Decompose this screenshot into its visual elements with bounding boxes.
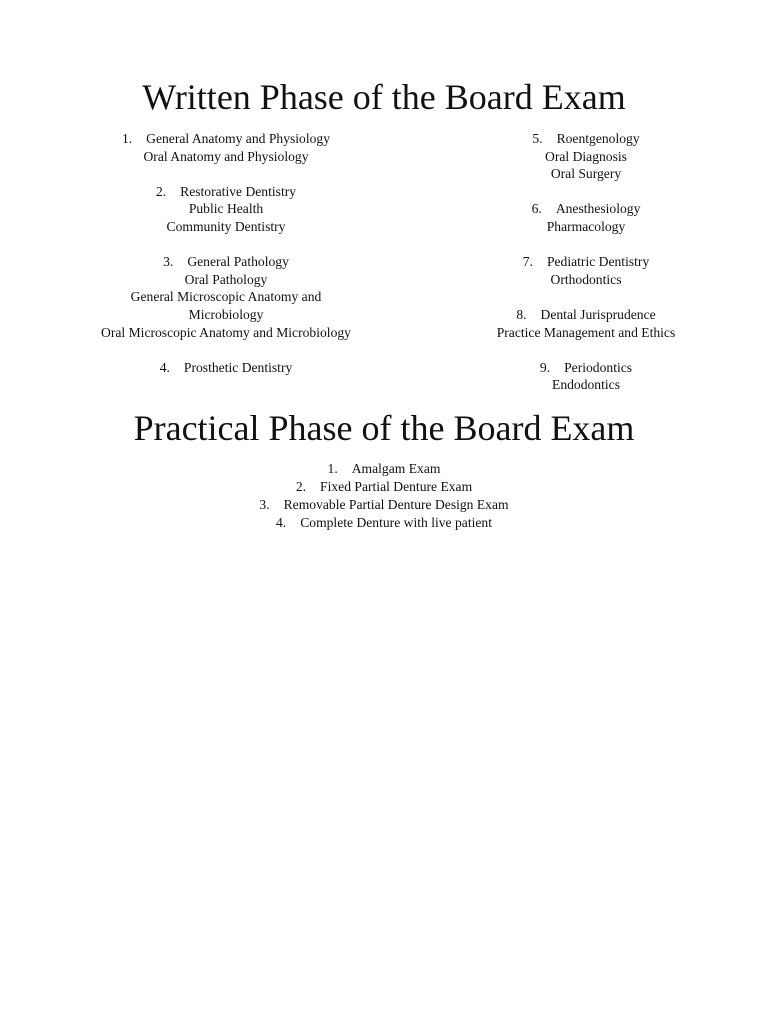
subject-line: Public Health bbox=[188, 201, 264, 217]
item-number: 3. bbox=[163, 254, 174, 270]
subject-line bbox=[95, 359, 357, 377]
item-number: 3. bbox=[259, 497, 270, 512]
item-number: 6. bbox=[531, 201, 542, 217]
list-item bbox=[0, 478, 768, 496]
subject-line: Oral Pathology bbox=[184, 271, 268, 287]
item-number: 9. bbox=[539, 359, 551, 375]
subject-line bbox=[470, 306, 702, 324]
item-number: 7. bbox=[522, 254, 533, 270]
subject-group-5 bbox=[470, 130, 702, 183]
subject-line bbox=[470, 359, 702, 377]
subject-line: Oral Diagnosis bbox=[545, 148, 627, 164]
list-item bbox=[0, 514, 768, 532]
subject-line: Community Dentistry bbox=[166, 218, 286, 234]
subject-line: Pharmacology bbox=[546, 218, 626, 234]
practical-exam-list bbox=[0, 460, 768, 532]
subject-line: Endodontics bbox=[552, 377, 620, 393]
subject-label: Dental Jurisprudence bbox=[540, 306, 656, 322]
subject-label: General Anatomy and Physiology bbox=[146, 131, 331, 146]
item-number: 5. bbox=[532, 131, 543, 146]
item-label: Complete Denture with live patient bbox=[300, 515, 492, 530]
item-label: Amalgam Exam bbox=[351, 461, 441, 476]
subject-line: Oral Anatomy and Physiology bbox=[143, 148, 309, 164]
subject-line: Oral Surgery bbox=[550, 166, 622, 182]
list-item bbox=[0, 496, 768, 514]
subject-label: Anesthesiology bbox=[555, 201, 641, 217]
practical-phase-title: Practical Phase of the Board Exam bbox=[133, 408, 635, 448]
subject-label: Restorative Dentistry bbox=[180, 183, 297, 199]
item-number: 2. bbox=[155, 183, 167, 199]
subject-group-4 bbox=[95, 359, 357, 377]
item-number: 4. bbox=[159, 359, 170, 375]
subject-line bbox=[470, 253, 702, 271]
subject-line: Practice Management and Ethics bbox=[496, 324, 676, 340]
item-number: 2. bbox=[295, 479, 307, 494]
item-number: 1. bbox=[121, 131, 133, 146]
subject-label: Pediatric Dentistry bbox=[546, 254, 650, 270]
subject-line bbox=[95, 253, 357, 271]
written-left-column bbox=[95, 130, 357, 394]
written-right-column bbox=[470, 130, 702, 412]
subject-line: General Microscopic Anatomy and bbox=[130, 289, 322, 305]
item-label: Removable Partial Denture Design Exam bbox=[283, 497, 509, 512]
written-phase-title: Written Phase of the Board Exam bbox=[142, 77, 626, 117]
item-number: 1. bbox=[327, 461, 338, 476]
subject-line: Oral Microscopic Anatomy and Microbiology bbox=[101, 324, 351, 340]
subject-line bbox=[95, 130, 357, 148]
subject-label: Prosthetic Dentistry bbox=[183, 359, 293, 375]
subject-label: General Pathology bbox=[187, 254, 289, 270]
subject-label: Roentgenology bbox=[556, 131, 640, 146]
subject-line bbox=[470, 130, 702, 148]
item-number: 8. bbox=[516, 306, 527, 322]
item-label: Fixed Partial Denture Exam bbox=[320, 479, 473, 494]
subject-group-8 bbox=[470, 306, 702, 341]
list-item bbox=[0, 460, 768, 478]
subject-group-3 bbox=[95, 253, 357, 341]
subject-line bbox=[95, 183, 357, 201]
subject-group-6 bbox=[470, 200, 702, 235]
item-number: 4. bbox=[276, 515, 287, 530]
subject-group-2 bbox=[95, 183, 357, 236]
subject-group-9 bbox=[470, 359, 702, 394]
subject-line: Microbiology bbox=[188, 306, 264, 322]
subject-group-1 bbox=[95, 130, 357, 165]
subject-line: Orthodontics bbox=[550, 271, 622, 287]
subject-label: Periodontics bbox=[564, 359, 633, 375]
subject-line bbox=[470, 200, 702, 218]
subject-group-7 bbox=[470, 253, 702, 288]
